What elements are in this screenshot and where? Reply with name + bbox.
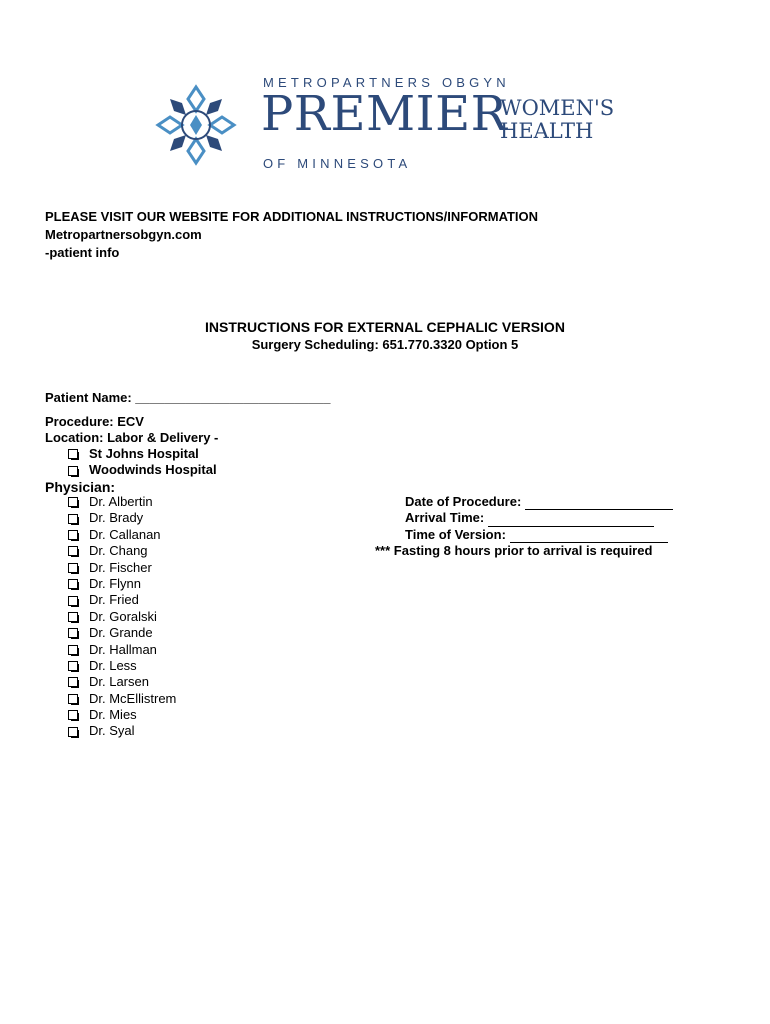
checkbox-icon[interactable]: [68, 661, 78, 671]
physician-option[interactable]: [68, 691, 176, 707]
physician-name: Dr. Fried: [89, 592, 139, 608]
arrival-time-label: Arrival Time:: [405, 510, 485, 526]
physician-name: Dr. McEllistrem: [89, 690, 177, 706]
checkbox-icon[interactable]: [68, 710, 78, 720]
physician-name: Dr. Fischer: [89, 559, 152, 575]
physician-name: Dr. Syal: [89, 723, 135, 739]
physician-label: Physician:: [45, 479, 116, 495]
website-section: -patient info: [45, 245, 120, 260]
logo: [155, 70, 615, 180]
physician-name: Dr. Less: [89, 657, 137, 673]
location-option[interactable]: [68, 462, 217, 478]
arrival-time-row: [375, 510, 705, 526]
physician-option[interactable]: [68, 494, 176, 510]
physician-option[interactable]: [68, 707, 176, 723]
checkbox-icon[interactable]: [68, 628, 78, 638]
time-of-version-row: [375, 527, 705, 543]
procedure-details: [375, 494, 705, 560]
physician-option[interactable]: [68, 527, 176, 543]
checkbox-icon[interactable]: [68, 727, 78, 737]
physician-name: Dr. Grande: [89, 625, 153, 641]
location-option-label: St Johns Hospital: [89, 446, 199, 461]
physician-name: Dr. Hallman: [89, 641, 157, 657]
physician-checklist: [68, 494, 176, 740]
checkbox-icon[interactable]: [68, 514, 78, 524]
physician-option[interactable]: [68, 592, 176, 608]
page-title: INSTRUCTIONS FOR EXTERNAL CEPHALIC VERSION: [205, 319, 565, 335]
logo-side-text-1: WOMEN'S: [500, 96, 615, 120]
logo-main-text: PREMIER: [261, 86, 508, 142]
fasting-note: *** Fasting 8 hours prior to arrival is required: [375, 543, 653, 559]
physician-option[interactable]: [68, 560, 176, 576]
physician-name: Dr. Mies: [89, 707, 137, 723]
physician-option[interactable]: [68, 543, 176, 559]
checkbox-icon[interactable]: [68, 530, 78, 540]
physician-option[interactable]: [68, 609, 176, 625]
physician-name: Dr. Chang: [89, 543, 148, 559]
physician-option[interactable]: [68, 658, 176, 674]
arrival-time-field[interactable]: [488, 514, 654, 527]
flower-logo-icon: [155, 84, 237, 166]
physician-option[interactable]: [68, 510, 176, 526]
website-instruction: PLEASE VISIT OUR WEBSITE FOR ADDITIONAL INSTRUCTIONS/INFORMATION: [45, 209, 539, 224]
logo-side-text-2: HEALTH: [500, 119, 594, 143]
location-checklist: [68, 446, 217, 479]
checkbox-icon[interactable]: [68, 694, 78, 704]
location-option[interactable]: [68, 446, 217, 462]
physician-name: Dr. Flynn: [89, 575, 142, 591]
patient-name-field: Patient Name: ___________________________: [45, 390, 331, 405]
logo-bottom-text: OF MINNESOTA: [263, 156, 412, 171]
physician-name: Dr. Brady: [89, 510, 144, 526]
time-of-version-label: Time of Version:: [405, 526, 506, 542]
website-url: Metropartnersobgyn.com: [45, 227, 202, 242]
location-label: Location: Labor & Delivery -: [45, 430, 219, 445]
checkbox-icon[interactable]: [68, 596, 78, 606]
checkbox-icon[interactable]: [68, 449, 78, 459]
physician-option[interactable]: [68, 576, 176, 592]
location-option-label: Woodwinds Hospital: [89, 462, 217, 478]
physician-option[interactable]: [68, 674, 176, 690]
physician-option[interactable]: [68, 723, 176, 739]
physician-option[interactable]: [68, 642, 176, 658]
physician-name: Dr. Callanan: [89, 526, 161, 542]
date-of-procedure-field[interactable]: [525, 497, 673, 510]
physician-name: Dr. Albertin: [89, 494, 153, 509]
checkbox-icon[interactable]: [68, 677, 78, 687]
procedure-label: Procedure: ECV: [45, 414, 144, 429]
physician-name: Dr. Goralski: [89, 608, 157, 624]
checkbox-icon[interactable]: [68, 612, 78, 622]
page-subtitle: Surgery Scheduling: 651.770.3320 Option 5: [251, 337, 519, 352]
checkbox-icon[interactable]: [68, 466, 78, 476]
date-of-procedure-label: Date of Procedure:: [405, 493, 522, 509]
time-of-version-field[interactable]: [510, 530, 668, 543]
physician-name: Dr. Larsen: [89, 674, 149, 690]
checkbox-icon[interactable]: [68, 579, 78, 589]
checkbox-icon[interactable]: [68, 563, 78, 573]
logo-top-text: METROPARTNERS OBGYN: [263, 75, 510, 90]
date-of-procedure-row: [375, 494, 705, 510]
checkbox-icon[interactable]: [68, 497, 78, 507]
physician-option[interactable]: [68, 625, 176, 641]
checkbox-icon[interactable]: [68, 546, 78, 556]
checkbox-icon[interactable]: [68, 645, 78, 655]
